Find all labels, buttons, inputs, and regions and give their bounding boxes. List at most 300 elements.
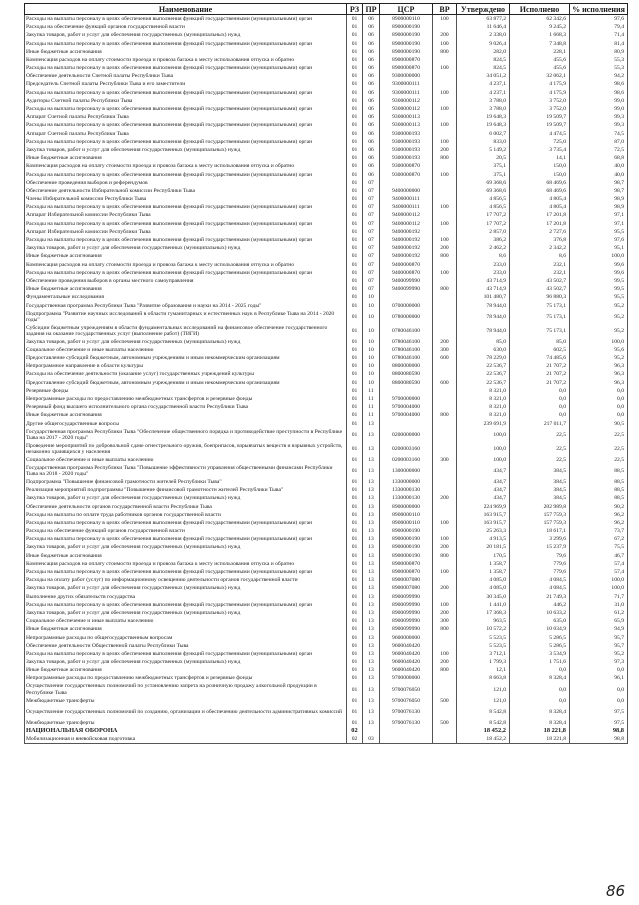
cell-csr: 1300000000: [380, 464, 433, 478]
cell-name: Социальное обеспечение и иные выплаты населению: [25, 617, 347, 625]
cell-name: Предоставление субсидий бюджетным, автономным учреждениям и иным некоммерческим организациям: [25, 379, 347, 387]
cell-pr: 07: [363, 220, 380, 228]
cell-name: Закупка товаров, работ и услуг для обеспечения государственных (муниципальных) нужд: [25, 31, 347, 39]
table-row: [25, 705, 628, 719]
cell-approved: 85,0: [457, 338, 510, 346]
cell-name: Иные бюджетные ассигнования: [25, 625, 347, 633]
cell-pr: 11: [363, 395, 380, 403]
cell-rz: 01: [347, 285, 363, 293]
cell-percent: 88,5: [570, 464, 628, 478]
cell-pr: 07: [363, 285, 380, 293]
table-row: [25, 40, 628, 48]
cell-approved: 963,5: [457, 617, 510, 625]
cell-rz: 01: [347, 81, 363, 89]
cell-csr: 9300000000: [380, 72, 433, 80]
cell-approved: 18 452,2: [457, 727, 510, 735]
cell-vr: 200: [433, 31, 457, 39]
cell-approved: 78 944,0: [457, 324, 510, 338]
cell-vr: 200: [433, 494, 457, 502]
table-row: [25, 64, 628, 72]
cell-vr: 100: [433, 220, 457, 228]
cell-vr: [433, 56, 457, 64]
cell-pr: 10: [363, 324, 380, 338]
cell-name: Социальное обеспечение и иные выплаты населению: [25, 456, 347, 464]
cell-pr: 10: [363, 346, 380, 354]
cell-approved: 375,1: [457, 171, 510, 179]
cell-rz: 01: [347, 97, 363, 105]
cell-approved: 8 542,8: [457, 719, 510, 727]
cell-pr: 07: [363, 269, 380, 277]
cell-executed: 21 749,3: [510, 593, 570, 601]
cell-name: Расходы на выплаты персоналу в целях обеспечения выполнения функций государственными (муниципальными) орган: [25, 203, 347, 211]
cell-approved: 100,0: [457, 428, 510, 442]
cell-pr: 13: [363, 519, 380, 527]
cell-pr: 07: [363, 244, 380, 252]
cell-executed: 228,1: [510, 48, 570, 56]
cell-percent: 65,9: [570, 617, 628, 625]
cell-vr: 100: [433, 105, 457, 113]
cell-percent: 98,7: [570, 187, 628, 195]
cell-percent: 96,1: [570, 675, 628, 683]
cell-rz: 02: [347, 735, 363, 744]
cell-rz: 01: [347, 48, 363, 56]
cell-rz: 01: [347, 552, 363, 560]
table-row: [25, 121, 628, 129]
cell-name: Расходы на выплаты персоналу в целях обеспечения выполнения функций государственными (муниципальными) орган: [25, 40, 347, 48]
cell-executed: 446,2: [510, 601, 570, 609]
table-row: [25, 544, 628, 552]
cell-pr: 13: [363, 535, 380, 543]
cell-csr: 0200003160: [380, 442, 433, 456]
cell-name: Предоставление субсидий бюджетным, автономным учреждениям и иным некоммерческим организациям: [25, 354, 347, 362]
cell-percent: 95,7: [570, 642, 628, 650]
cell-executed: 3 752,0: [510, 105, 570, 113]
cell-percent: 95,2: [570, 324, 628, 338]
cell-rz: 01: [347, 576, 363, 584]
cell-name: Резервные фонды: [25, 387, 347, 395]
cell-approved: 630,0: [457, 346, 510, 354]
cell-percent: 99,5: [570, 277, 628, 285]
cell-approved: 3 712,1: [457, 650, 510, 658]
table-row: [25, 617, 628, 625]
cell-rz: 01: [347, 464, 363, 478]
cell-pr: 13: [363, 428, 380, 442]
cell-vr: [433, 302, 457, 310]
table-row: [25, 212, 628, 220]
cell-rz: 01: [347, 362, 363, 370]
cell-rz: 01: [347, 519, 363, 527]
cell-percent: 74,5: [570, 130, 628, 138]
cell-rz: 01: [347, 705, 363, 719]
cell-name: Компенсация расходов на оплату стоимости проезда и провоза багажа к месту использования отпуска и обратно: [25, 162, 347, 170]
cell-percent: 99,3: [570, 113, 628, 121]
cell-percent: 97,6: [570, 236, 628, 244]
cell-executed: 1 751,6: [510, 658, 570, 666]
cell-approved: 63 877,2: [457, 15, 510, 24]
cell-csr: 8900000000: [380, 503, 433, 511]
cell-vr: 600: [433, 379, 457, 387]
cell-vr: [433, 113, 457, 121]
cell-approved: 824,5: [457, 56, 510, 64]
cell-name: Расходы на выплаты персоналу в целях обеспечения выполнения функций государственными (муниципальными) орган: [25, 519, 347, 527]
table-row: [25, 560, 628, 568]
cell-executed: 17 201,8: [510, 220, 570, 228]
cell-name: Расходы на выплаты по оплате труда работников органов государственной власти: [25, 511, 347, 519]
cell-name: Закупка товаров, работ и услуг для обеспечения государственных (муниципальных) нужд: [25, 338, 347, 346]
cell-approved: 78 944,0: [457, 302, 510, 310]
cell-pr: 06: [363, 64, 380, 72]
cell-pr: 13: [363, 420, 380, 428]
cell-percent: 99,5: [570, 285, 628, 293]
cell-rz: 01: [347, 683, 363, 697]
header-pr: ПР: [363, 4, 380, 15]
cell-csr: 9300000111: [380, 89, 433, 97]
cell-pr: 07: [363, 261, 380, 269]
cell-vr: [433, 310, 457, 324]
cell-percent: 96,3: [570, 379, 628, 387]
cell-csr: 0200000000: [380, 428, 433, 442]
cell-pr: 13: [363, 442, 380, 456]
cell-name: Закупка товаров, работ и услуг для обеспечения государственных (муниципальных) нужд: [25, 146, 347, 154]
cell-vr: [433, 362, 457, 370]
cell-rz: 01: [347, 666, 363, 674]
cell-rz: 01: [347, 203, 363, 211]
cell-vr: [433, 560, 457, 568]
cell-executed: 75 173,1: [510, 310, 570, 324]
cell-percent: 97,1: [570, 212, 628, 220]
cell-executed: 5 286,5: [510, 634, 570, 642]
table-header-row: [25, 4, 628, 15]
cell-executed: 22,5: [510, 456, 570, 464]
cell-executed: 150,0: [510, 171, 570, 179]
cell-rz: 01: [347, 584, 363, 592]
cell-approved: 163 915,7: [457, 511, 510, 519]
cell-executed: 779,6: [510, 568, 570, 576]
cell-executed: 4 474,5: [510, 130, 570, 138]
cell-executed: 21 707,2: [510, 379, 570, 387]
cell-csr: [380, 420, 433, 428]
cell-csr: 8900099990: [380, 625, 433, 633]
cell-approved: 18 452,2: [457, 735, 510, 744]
cell-executed: 217 011,7: [510, 420, 570, 428]
cell-approved: 2 338,0: [457, 31, 510, 39]
table-row: [25, 154, 628, 162]
cell-rz: 01: [347, 371, 363, 379]
cell-csr: 0200003160: [380, 456, 433, 464]
cell-name: Расходы на выплаты персоналу в целях обеспечения выполнения функций государственными (муниципальными) орган: [25, 269, 347, 277]
cell-approved: 2 462,2: [457, 244, 510, 252]
cell-executed: 8 328,4: [510, 705, 570, 719]
cell-percent: 61,2: [570, 609, 628, 617]
table-row: [25, 584, 628, 592]
cell-vr: 200: [433, 338, 457, 346]
cell-percent: 80,9: [570, 48, 628, 56]
cell-approved: 170,5: [457, 552, 510, 560]
table-body: [25, 15, 628, 744]
cell-csr: 1330000130: [380, 494, 433, 502]
cell-percent: 97,5: [570, 719, 628, 727]
cell-csr: 9700000000: [380, 675, 433, 683]
table-row: [25, 220, 628, 228]
table-row: [25, 346, 628, 354]
cell-rz: 01: [347, 195, 363, 203]
cell-approved: 386,2: [457, 236, 510, 244]
cell-vr: 100: [433, 535, 457, 543]
cell-executed: 43 502,7: [510, 277, 570, 285]
cell-rz: 01: [347, 310, 363, 324]
cell-vr: [433, 324, 457, 338]
cell-csr: 9400000870: [380, 269, 433, 277]
cell-csr: 9400000192: [380, 244, 433, 252]
cell-pr: 13: [363, 666, 380, 674]
cell-approved: 34 051,2: [457, 72, 510, 80]
cell-name: Подпрограмма "Повышение финансовой грамотности жителей Республики Тыва": [25, 478, 347, 486]
cell-approved: 224 969,9: [457, 503, 510, 511]
cell-pr: 06: [363, 89, 380, 97]
cell-csr: 9300000193: [380, 130, 433, 138]
cell-executed: 75 173,1: [510, 324, 570, 338]
header-percent: % исполнения: [570, 4, 628, 15]
cell-executed: 4 805,4: [510, 203, 570, 211]
cell-percent: 75,5: [570, 544, 628, 552]
cell-executed: 5 286,5: [510, 642, 570, 650]
cell-vr: 300: [433, 346, 457, 354]
cell-csr: 9600040420: [380, 650, 433, 658]
cell-executed: 3 752,0: [510, 97, 570, 105]
cell-rz: 01: [347, 719, 363, 727]
cell-approved: 3 788,0: [457, 105, 510, 113]
cell-percent: 40,0: [570, 171, 628, 179]
table-row: [25, 503, 628, 511]
cell-rz: 01: [347, 420, 363, 428]
cell-approved: 10 572,2: [457, 625, 510, 633]
cell-rz: 01: [347, 494, 363, 502]
cell-pr: 10: [363, 354, 380, 362]
cell-rz: 01: [347, 23, 363, 31]
cell-executed: 4 084,5: [510, 576, 570, 584]
cell-approved: 8,6: [457, 252, 510, 260]
cell-pr: 06: [363, 48, 380, 56]
cell-percent: 97,3: [570, 658, 628, 666]
cell-rz: 01: [347, 130, 363, 138]
cell-pr: 06: [363, 130, 380, 138]
cell-percent: 57,4: [570, 560, 628, 568]
cell-percent: 73,7: [570, 527, 628, 535]
cell-name: Иные бюджетные ассигнования: [25, 552, 347, 560]
cell-rz: 01: [347, 56, 363, 64]
cell-rz: 01: [347, 544, 363, 552]
cell-vr: [433, 179, 457, 187]
table-row: [25, 130, 628, 138]
cell-name: Проведение мероприятий по добровольной сдаче огнестрельного оружия, боеприпасов, взрывчатых веществ и взрывных устройств, незаконно хранящихся у населения: [25, 442, 347, 456]
cell-pr: 10: [363, 293, 380, 301]
cell-csr: 9400000870: [380, 261, 433, 269]
cell-executed: 79,6: [510, 552, 570, 560]
cell-vr: 100: [433, 269, 457, 277]
cell-executed: 0,0: [510, 387, 570, 395]
cell-name: Иные бюджетные ассигнования: [25, 666, 347, 674]
cell-rz: 01: [347, 568, 363, 576]
cell-vr: [433, 486, 457, 494]
cell-executed: 384,5: [510, 478, 570, 486]
cell-rz: 01: [347, 277, 363, 285]
cell-name: Расходы на выплаты персоналу в целях обеспечения выполнения функций государственными (муниципальными) орган: [25, 64, 347, 72]
cell-approved: 8 542,8: [457, 705, 510, 719]
cell-name: Непрограммные расходы по общегосударственным вопросам: [25, 634, 347, 642]
cell-percent: 0,0: [570, 411, 628, 419]
cell-percent: 96,3: [570, 362, 628, 370]
cell-csr: 9300000870: [380, 162, 433, 170]
table-row: [25, 403, 628, 411]
table-row: [25, 527, 628, 535]
cell-vr: [433, 212, 457, 220]
cell-pr: 07: [363, 195, 380, 203]
cell-executed: 635,0: [510, 617, 570, 625]
header-approved: Утверждено: [457, 4, 510, 15]
cell-rz: 01: [347, 121, 363, 129]
cell-approved: 30 345,0: [457, 593, 510, 601]
budget-report-sheet: [24, 3, 627, 744]
cell-executed: 3 299,6: [510, 535, 570, 543]
cell-pr: 06: [363, 162, 380, 170]
cell-rz: 01: [347, 113, 363, 121]
cell-approved: 8 321,0: [457, 403, 510, 411]
cell-approved: 6 002,7: [457, 130, 510, 138]
table-row: [25, 293, 628, 301]
cell-name: Непрограммное направление в области культуры: [25, 362, 347, 370]
cell-pr: 13: [363, 617, 380, 625]
cell-approved: 434,7: [457, 464, 510, 478]
table-row: [25, 601, 628, 609]
table-row: [25, 23, 628, 31]
cell-approved: 12,1: [457, 666, 510, 674]
cell-name: Аппарат Счетной палаты Республики Тыва: [25, 113, 347, 121]
header-vr: ВР: [433, 4, 457, 15]
cell-csr: 0780000000: [380, 310, 433, 324]
cell-name: Резервный фонд высшего исполнительного органа государственной власти Республики Тыва: [25, 403, 347, 411]
cell-name: Иные бюджетные ассигнования: [25, 48, 347, 56]
cell-approved: 8 663,8: [457, 675, 510, 683]
cell-approved: 9 026,4: [457, 40, 510, 48]
cell-executed: 62 342,6: [510, 15, 570, 24]
header-name: Наименование: [25, 4, 347, 15]
cell-vr: [433, 735, 457, 744]
cell-pr: 13: [363, 683, 380, 697]
cell-executed: 376,8: [510, 236, 570, 244]
cell-csr: 0780046100: [380, 324, 433, 338]
cell-rz: 01: [347, 395, 363, 403]
cell-approved: 25 263,3: [457, 527, 510, 535]
cell-name: Расходы на выплаты персоналу в целях обеспечения выполнения функций государственными (муниципальными) орган: [25, 236, 347, 244]
cell-approved: 8 321,0: [457, 387, 510, 395]
table-row: [25, 464, 628, 478]
table-row: [25, 519, 628, 527]
cell-vr: 200: [433, 146, 457, 154]
cell-approved: 375,1: [457, 162, 510, 170]
cell-vr: 100: [433, 650, 457, 658]
cell-approved: 22 536,7: [457, 371, 510, 379]
cell-percent: 99,0: [570, 105, 628, 113]
cell-name: Закупка товаров, работ и услуг для обеспечения государственных (муниципальных) нужд: [25, 544, 347, 552]
cell-csr: 8900007080: [380, 584, 433, 592]
cell-vr: [433, 503, 457, 511]
cell-vr: [433, 130, 457, 138]
cell-executed: 0,0: [510, 403, 570, 411]
cell-executed: 602,5: [510, 346, 570, 354]
table-row: [25, 727, 628, 735]
cell-vr: 200: [433, 658, 457, 666]
cell-name: Межбюджетные трансферты: [25, 719, 347, 727]
cell-percent: 98,9: [570, 195, 628, 203]
cell-percent: 81,4: [570, 40, 628, 48]
cell-csr: 9400099990: [380, 277, 433, 285]
cell-rz: 01: [347, 697, 363, 705]
cell-csr: 9700076050: [380, 683, 433, 697]
cell-rz: 01: [347, 511, 363, 519]
cell-percent: 100,0: [570, 338, 628, 346]
cell-vr: 500: [433, 697, 457, 705]
cell-pr: [363, 727, 380, 735]
cell-executed: 157 759,3: [510, 519, 570, 527]
cell-vr: [433, 511, 457, 519]
cell-vr: [433, 187, 457, 195]
cell-pr: 07: [363, 179, 380, 187]
table-row: [25, 48, 628, 56]
table-row: [25, 302, 628, 310]
cell-percent: 98,9: [570, 203, 628, 211]
cell-name: Аппарат Счетной палаты Республики Тыва: [25, 130, 347, 138]
cell-vr: [433, 23, 457, 31]
cell-vr: [433, 162, 457, 170]
cell-approved: 2 857,0: [457, 228, 510, 236]
table-row: [25, 236, 628, 244]
cell-vr: [433, 81, 457, 89]
cell-csr: 8800080590: [380, 379, 433, 387]
cell-name: Непрограммные расходы по предоставлению межбюджетных трансфертов и резервные фонды: [25, 675, 347, 683]
cell-pr: 06: [363, 81, 380, 89]
cell-name: Закупка товаров, работ и услуг для обеспечения государственных (муниципальных) нужд: [25, 584, 347, 592]
table-row: [25, 535, 628, 543]
table-row: [25, 310, 628, 324]
cell-pr: 06: [363, 23, 380, 31]
cell-percent: 95,2: [570, 310, 628, 324]
cell-executed: 10 034,9: [510, 625, 570, 633]
cell-approved: 19 648,3: [457, 113, 510, 121]
cell-approved: 78 229,0: [457, 354, 510, 362]
cell-pr: 13: [363, 568, 380, 576]
cell-approved: 4 237,1: [457, 89, 510, 97]
cell-name: Расходы на выплаты персоналу в целях обеспечения выполнения функций государственными (муниципальными) орган: [25, 535, 347, 543]
cell-pr: 10: [363, 371, 380, 379]
cell-rz: 01: [347, 64, 363, 72]
cell-name: Фундаментальные исследования: [25, 293, 347, 301]
cell-rz: 01: [347, 411, 363, 419]
cell-name: Расходы на выплаты персоналу в целях обеспечения выполнения функций государственными (муниципальными) орган: [25, 121, 347, 129]
table-row: [25, 162, 628, 170]
cell-percent: 98,7: [570, 179, 628, 187]
cell-percent: 0,0: [570, 666, 628, 674]
table-row: [25, 494, 628, 502]
cell-approved: 833,0: [457, 138, 510, 146]
cell-pr: 06: [363, 171, 380, 179]
cell-vr: 300: [433, 617, 457, 625]
cell-vr: [433, 387, 457, 395]
cell-vr: [433, 478, 457, 486]
cell-rz: 01: [347, 675, 363, 683]
cell-approved: 121,0: [457, 697, 510, 705]
table-row: [25, 456, 628, 464]
cell-pr: 06: [363, 105, 380, 113]
